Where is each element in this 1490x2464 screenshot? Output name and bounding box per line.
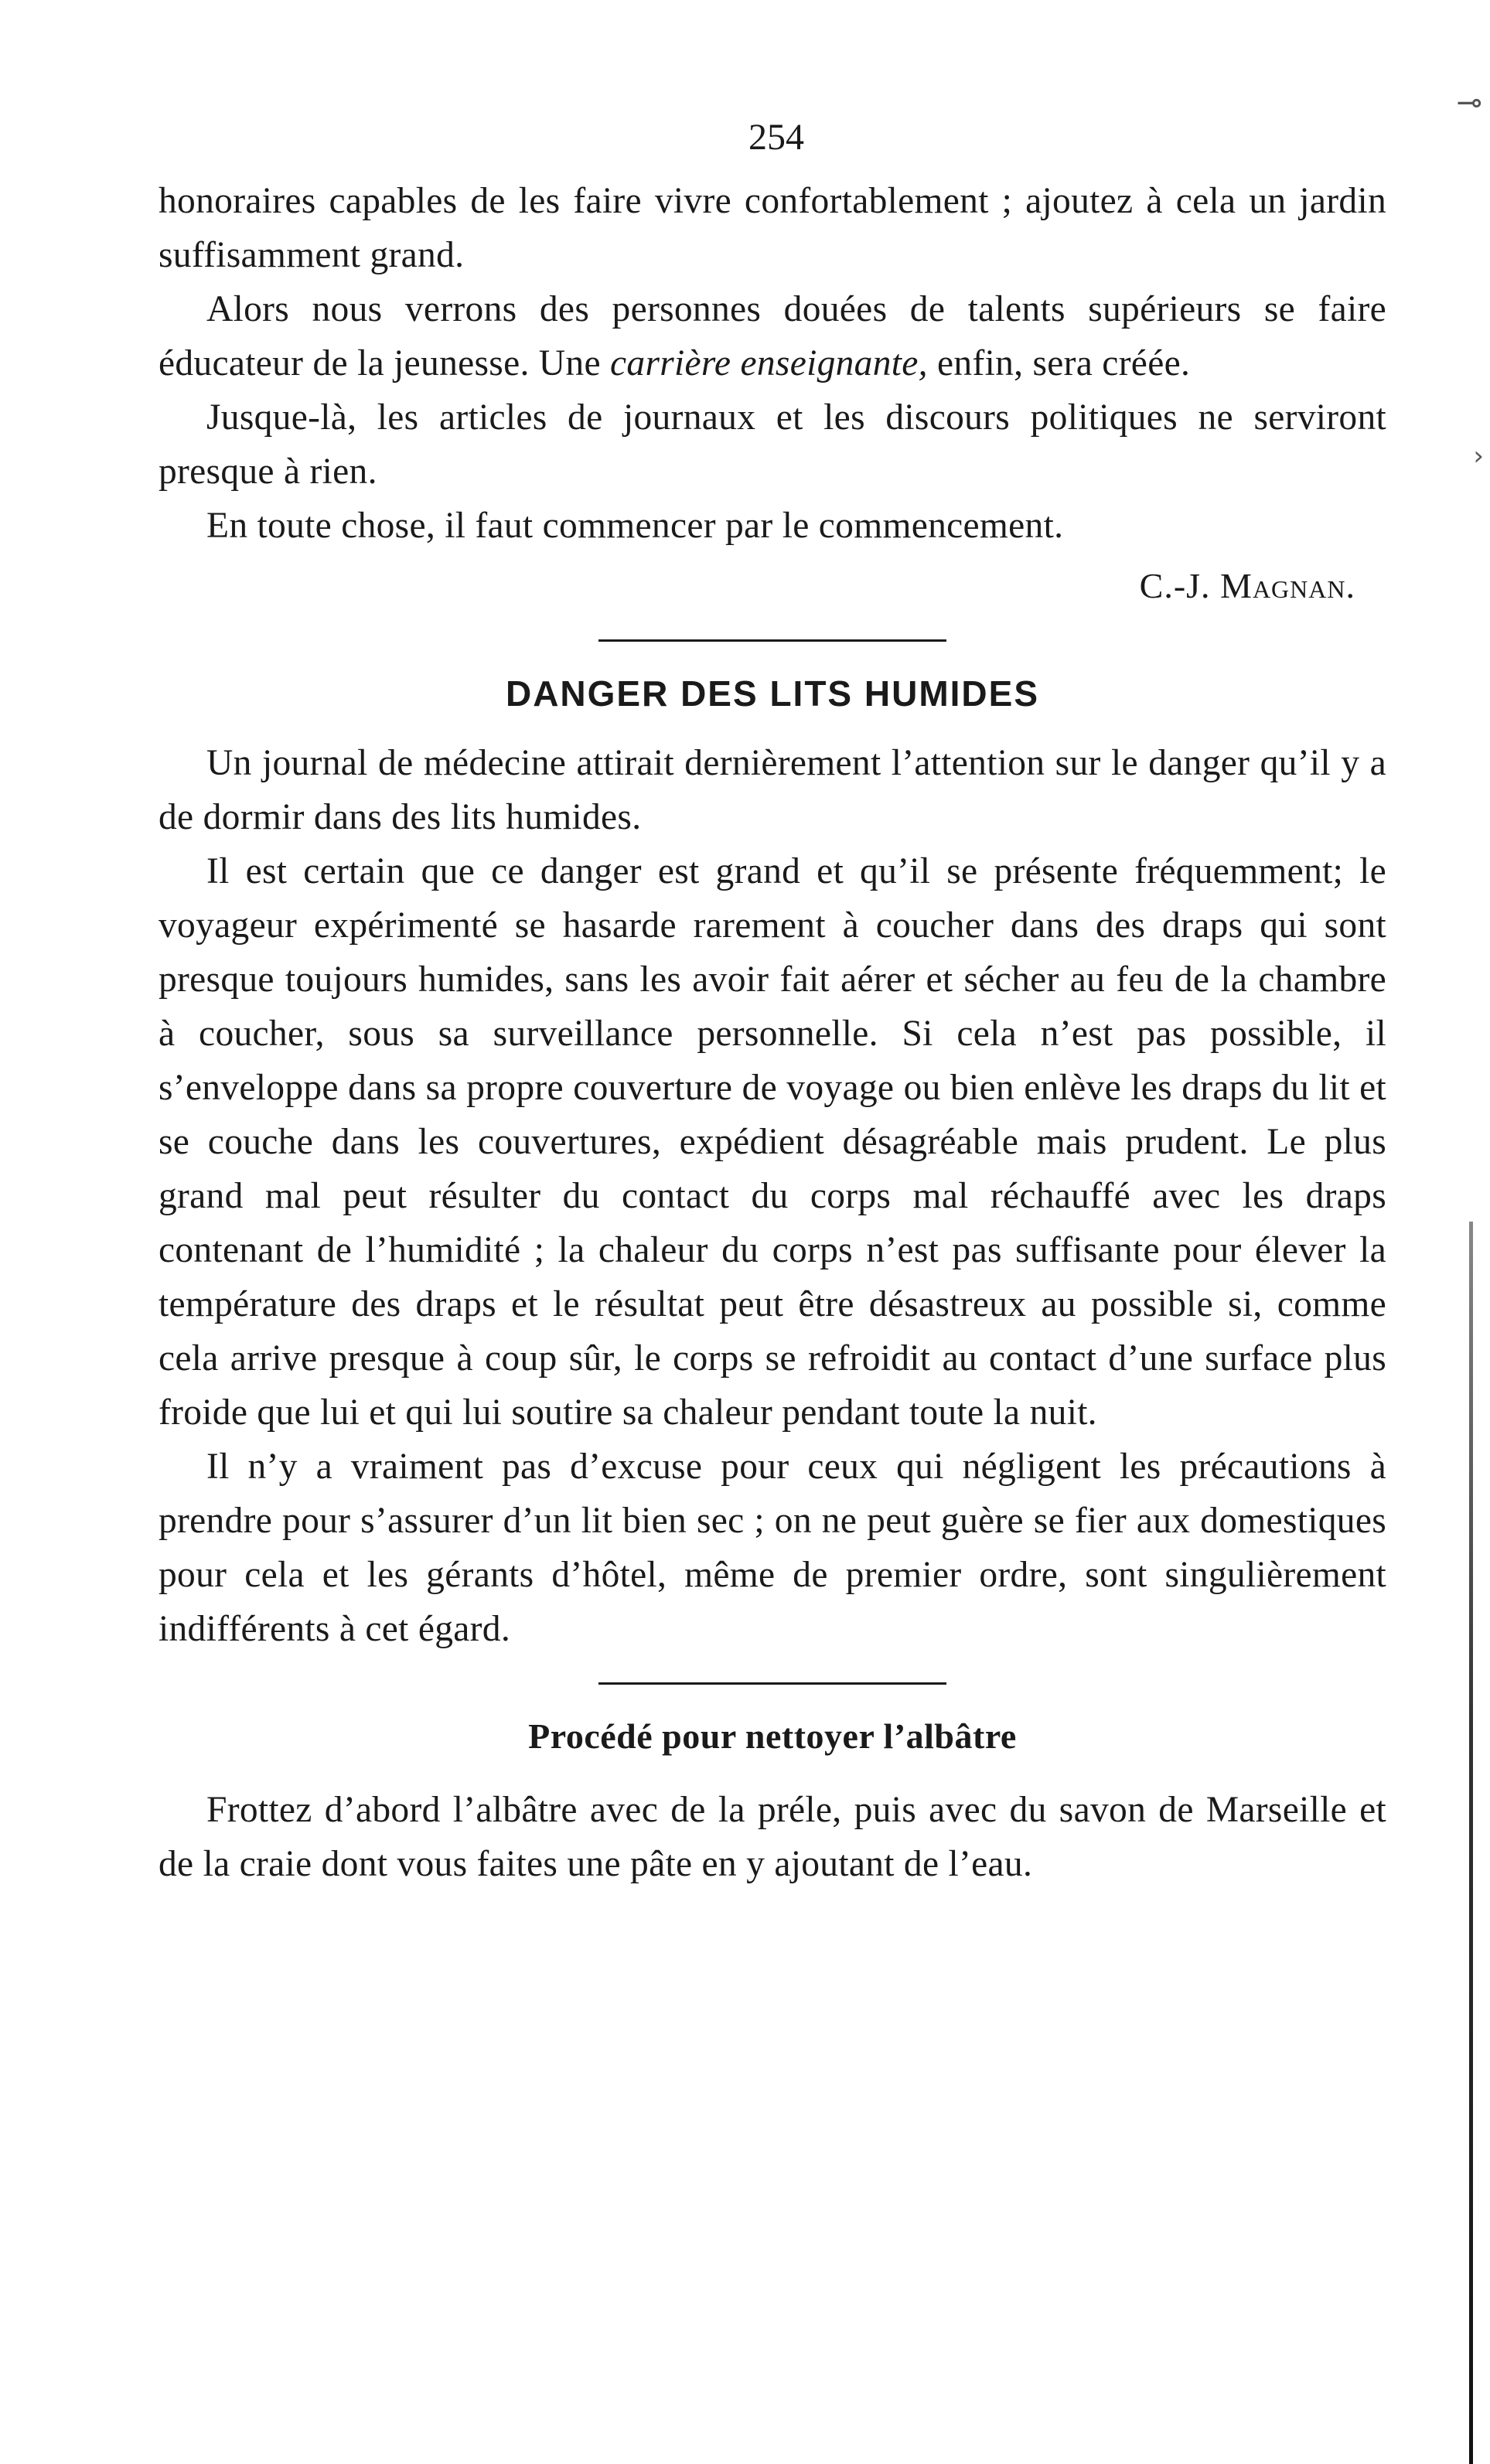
- paragraph-alors-tail: enfin, sera créée.: [927, 343, 1191, 383]
- paragraph-il-ny-a: Il n’y a vraiment pas d’excuse pour ceux qui négligent les précautions à prendre pour s’assurer d’un lit bien sec ; on ne peut guère se fier aux domestiques pour cela et les gérants d’hôtel, même de premier ordre, sont singulièrement indifférents à cet égard.: [159, 1447, 1386, 1649]
- paragraph-en-toute-chose: En toute chose, il faut commencer par le commencement.: [206, 506, 1064, 546]
- signature-text: C.-J. Magnan.: [1139, 566, 1355, 605]
- section-divider: [598, 639, 946, 642]
- page-number: 254: [748, 117, 804, 158]
- paragraph-alors-text: Alors nous verrons des personnes douées de talents supérieurs se faire éducateur de la jeunesse. Une: [159, 289, 1386, 383]
- paragraph-un-journal: Un journal de médecine attirait dernièrement l’attention sur le danger qu’il y a de dormir dans des lits humides.: [159, 743, 1386, 837]
- section-divider: [598, 1682, 946, 1685]
- page-edge-mark: ›: [1473, 441, 1484, 472]
- paragraph-il-est-certain: Il est certain que ce danger est grand et qu’il se présente fréquemment; le voyageur expérimenté se hasarde rarement à coucher dans des draps qui sont presque toujours humides, sans les avoir fait aérer et sécher au feu de la chambre à coucher, sous sa surveillance personnelle. Si cela n’est pas possible, il s’enveloppe dans sa propre couverture de voyage ou bien enlève les draps du lit et se couche dans les couvertures, expédient désagréable mais prudent. Le plus grand mal peut résulter du contact du corps mal réchauffé avec les draps contenant de l’humidité ; la chaleur du corps n’est pas suffisante pour élever la température des draps et le résultat peut être désastreux au possible si, comme cela arrive presque à coup sûr, le corps se refroidit au contact d’une surface plus froide que lui et qui lui soutire sa chaleur pendant toute la nuit.: [159, 851, 1386, 1433]
- paragraph-honoraires: honoraires capables de les faire vivre confortablement ; ajoutez à cela un jardin suffisamment grand.: [159, 181, 1386, 275]
- book-page: [159, 116, 1386, 1891]
- section-title-albatre: Procédé pour nettoyer l’albâtre: [528, 1716, 1017, 1756]
- italic-phrase: carrière enseignante,: [610, 343, 928, 383]
- section-title-danger: DANGER DES LITS HUMIDES: [505, 673, 1040, 714]
- author-signature: [159, 559, 1386, 613]
- page-edge-mark: ⊸: [1456, 85, 1482, 121]
- paragraph-alors: [159, 282, 1386, 390]
- page-edge-shadow: [1469, 1222, 1473, 2464]
- paragraph-jusque: Jusque-là, les articles de journaux et les discours politiques ne serviront presque à rien.: [159, 397, 1386, 492]
- paragraph-frottez: Frottez d’abord l’albâtre avec de la préle, puis avec du savon de Marseille et de la craie dont vous faites une pâte en y ajoutant de l’eau.: [159, 1790, 1386, 1884]
